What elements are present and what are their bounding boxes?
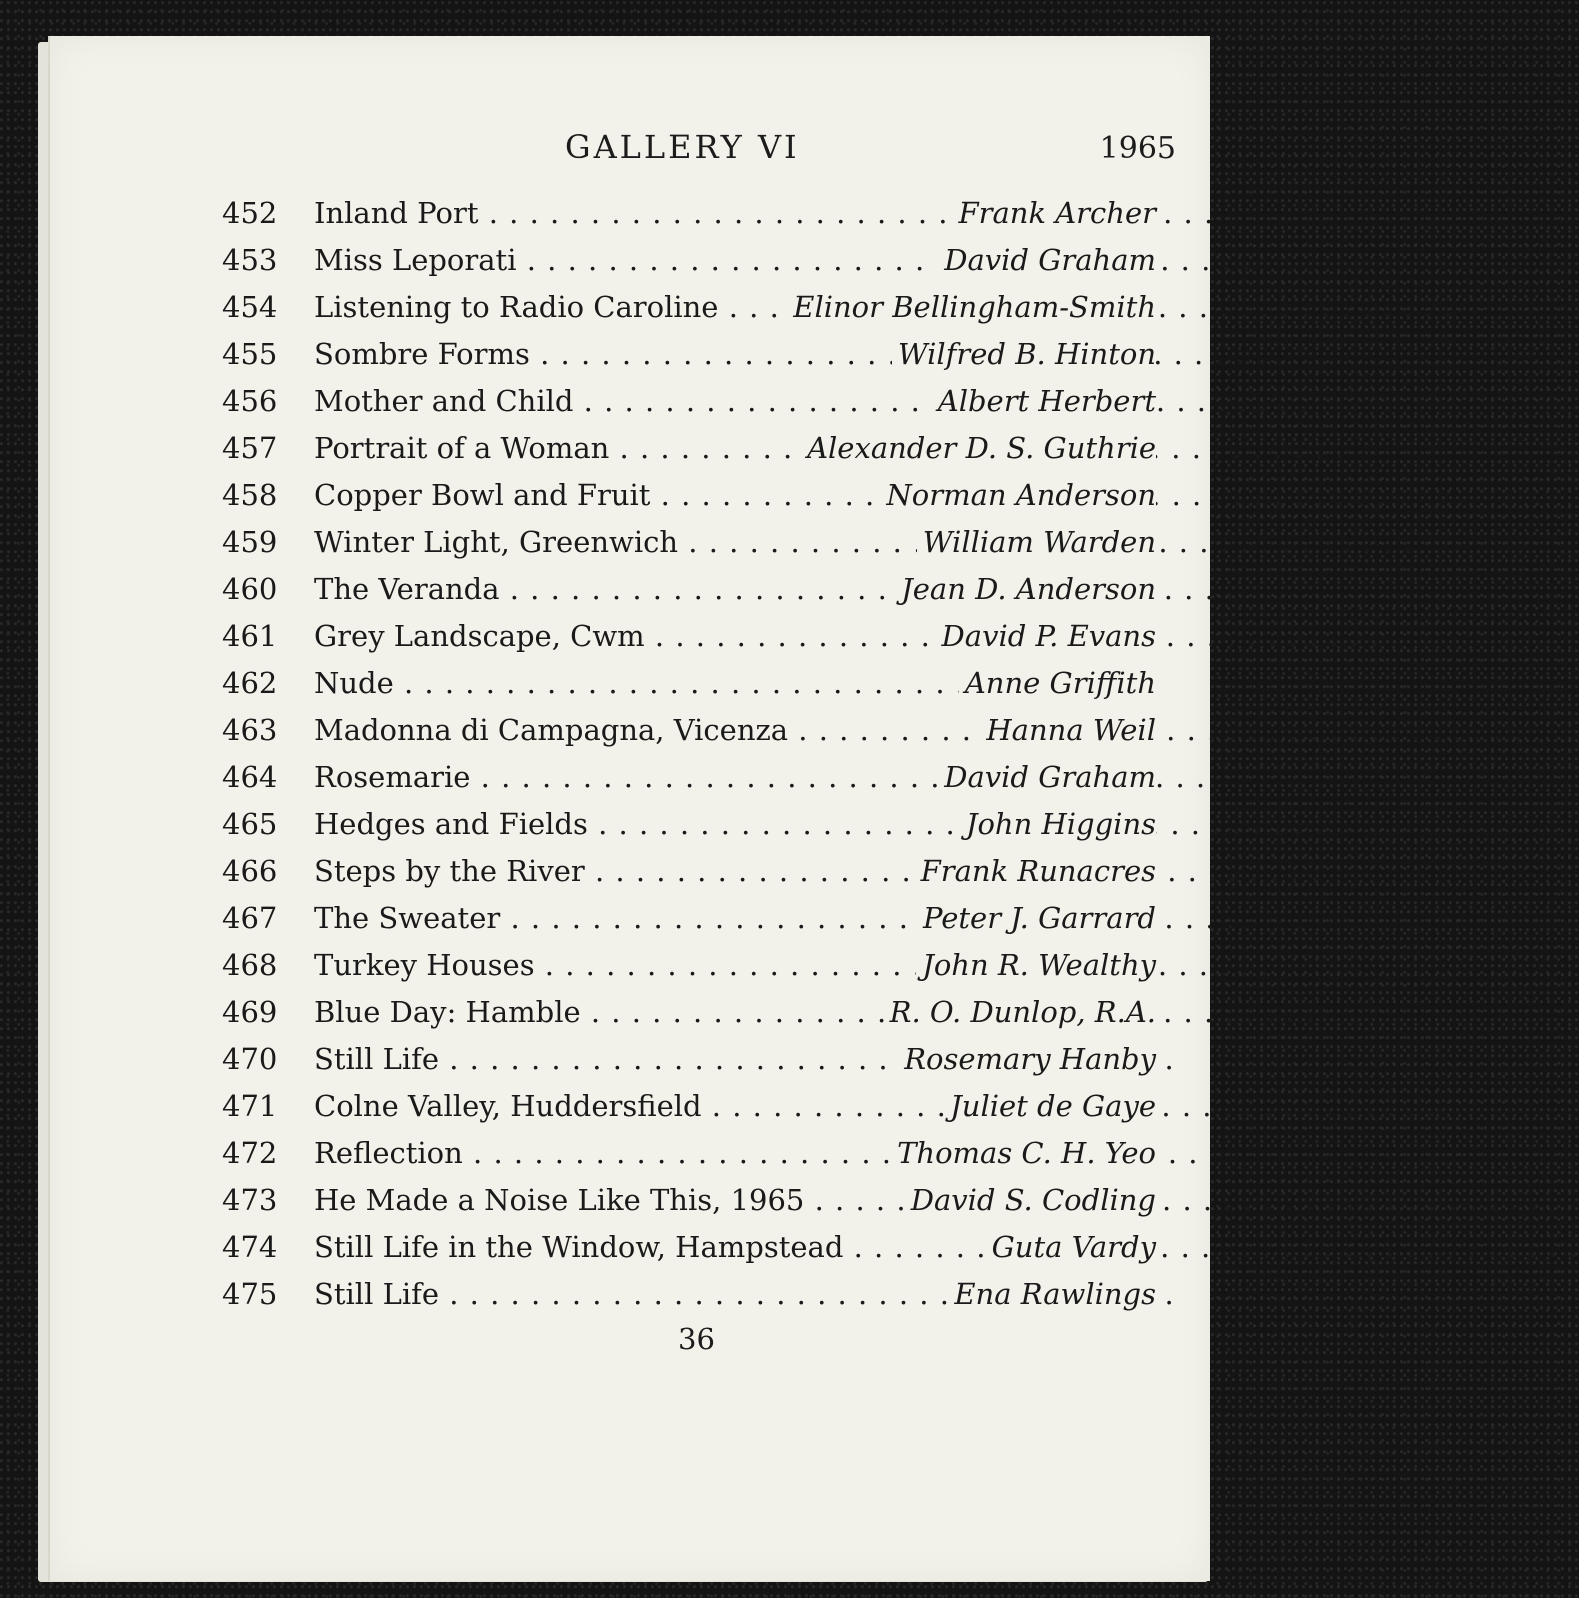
- catalogue-entry: [0, 522, 1178, 562]
- entry-number: 456: [222, 384, 278, 418]
- entry-number: 453: [222, 243, 278, 277]
- entry-title: Turkey Houses . .: [314, 945, 748, 985]
- entry-artist: Norman Anderson: [880, 475, 1156, 515]
- gallery-heading: GALLERY VI: [565, 128, 800, 166]
- entry-title: Inland Port . .: [314, 193, 748, 233]
- catalogue-entry: [0, 193, 1178, 233]
- catalogue-entry: [0, 240, 1178, 280]
- entry-title: Reflection . .: [314, 1133, 748, 1173]
- entry-artist: Ena Rawlings: [948, 1274, 1156, 1314]
- entry-artist: Juliet de Gaye: [944, 1086, 1156, 1126]
- entry-title: Portrait of a Woman . .: [314, 428, 748, 468]
- entry-number: 463: [222, 713, 278, 747]
- entry-artist: Peter J. Garrard: [917, 898, 1156, 938]
- catalogue-entry: [0, 334, 1178, 374]
- entry-artist: David Graham: [938, 240, 1156, 280]
- entry-artist: Rosemary Hanby: [898, 1039, 1156, 1079]
- entry-number: 466: [222, 854, 278, 888]
- entry-number: 468: [222, 948, 278, 982]
- catalogue-entry: [0, 710, 1178, 750]
- catalogue-entry: [0, 381, 1178, 421]
- entry-artist: Thomas C. H. Yeo: [891, 1133, 1156, 1173]
- entry-number: 473: [222, 1183, 278, 1217]
- entry-number: 454: [222, 290, 278, 324]
- entry-title: Hedges and Fields . .: [314, 804, 748, 844]
- catalogue-entry: [0, 1180, 1178, 1220]
- entry-title: Grey Landscape, Cwm . .: [314, 616, 748, 656]
- entry-number: 464: [222, 760, 278, 794]
- entry-title: Copper Bowl and Fruit . .: [314, 475, 748, 515]
- catalogue-entry: [0, 287, 1178, 327]
- catalogue-entry: [0, 616, 1178, 656]
- entry-artist: Frank Runacres: [915, 851, 1156, 891]
- entry-title: Steps by the River . .: [314, 851, 748, 891]
- entry-number: 460: [222, 572, 278, 606]
- entry-title: Colne Valley, Huddersfield . .: [314, 1086, 748, 1126]
- page-number: 36: [678, 1322, 715, 1356]
- catalogue-entry: [0, 569, 1178, 609]
- year-heading: 1965: [1099, 131, 1176, 166]
- catalogue-entry: [0, 1086, 1178, 1126]
- entry-number: 467: [222, 901, 278, 935]
- entry-artist: Anne Griffith: [959, 663, 1156, 703]
- catalogue-entry: [0, 1227, 1178, 1267]
- entry-artist: David Graham: [938, 757, 1156, 797]
- entry-title: Miss Leporati . .: [314, 240, 748, 280]
- catalogue-entry: [0, 992, 1178, 1032]
- entry-title: Sombre Forms . .: [314, 334, 748, 374]
- entry-title: The Veranda . .: [314, 569, 748, 609]
- entry-number: 457: [222, 431, 278, 465]
- entry-artist: David P. Evans: [936, 616, 1156, 656]
- entry-artist: Guta Vardy: [986, 1227, 1156, 1267]
- entry-number: 452: [222, 196, 278, 230]
- entry-number: 465: [222, 807, 278, 841]
- entry-title: The Sweater . .: [314, 898, 748, 938]
- catalogue-entry: [0, 428, 1178, 468]
- entry-artist: Hanna Weil: [980, 710, 1156, 750]
- entry-artist: John Higgins: [960, 804, 1156, 844]
- entry-artist: Jean D. Anderson: [895, 569, 1156, 609]
- entry-title: Mother and Child . .: [314, 381, 748, 421]
- entry-number: 469: [222, 995, 278, 1029]
- catalogue-entry: [0, 1133, 1178, 1173]
- entry-title: Winter Light, Greenwich . .: [314, 522, 748, 562]
- catalogue-entry: [0, 851, 1178, 891]
- catalogue-entry: [0, 475, 1178, 515]
- entry-number: 455: [222, 337, 278, 371]
- catalogue-entry: [0, 945, 1178, 985]
- entry-number: 470: [222, 1042, 278, 1076]
- catalogue-entry: [0, 663, 1178, 703]
- entry-title: He Made a Noise Like This, 1965 . .: [314, 1180, 748, 1220]
- entry-title: Blue Day: Hamble . .: [314, 992, 748, 1032]
- entry-number: 471: [222, 1089, 278, 1123]
- entry-number: 475: [222, 1277, 278, 1311]
- entry-number: 458: [222, 478, 278, 512]
- entry-title: Nude . .: [314, 663, 748, 703]
- entry-title: Listening to Radio Caroline . .: [314, 287, 748, 327]
- entry-artist: William Warden: [917, 522, 1156, 562]
- entry-number: 459: [222, 525, 278, 559]
- entry-number: 462: [222, 666, 278, 700]
- entry-artist: John R. Wealthy: [916, 945, 1156, 985]
- entry-title: Still Life . .: [314, 1274, 748, 1314]
- catalogue-entry: [0, 1274, 1178, 1314]
- entry-title: Madonna di Campagna, Vicenza . .: [314, 710, 748, 750]
- entry-title: Rosemarie . .: [314, 757, 748, 797]
- entry-artist: Wilfred B. Hinton: [892, 334, 1156, 374]
- entry-title: Still Life . .: [314, 1039, 748, 1079]
- entry-number: 461: [222, 619, 278, 653]
- catalogue-entry: [0, 898, 1178, 938]
- entry-artist: Albert Herbert: [932, 381, 1156, 421]
- entry-artist: Frank Archer: [953, 193, 1157, 233]
- entry-artist: R. O. Dunlop, R.A.: [884, 992, 1156, 1032]
- catalogue-entry: [0, 757, 1178, 797]
- entry-artist: Elinor Bellingham-Smith: [787, 287, 1156, 327]
- entry-number: 472: [222, 1136, 278, 1170]
- catalogue-entry: [0, 804, 1178, 844]
- entry-title: Still Life in the Window, Hampstead . .: [314, 1227, 748, 1267]
- catalogue-entry: [0, 1039, 1178, 1079]
- entry-number: 474: [222, 1230, 278, 1264]
- entry-artist: David S. Codling: [905, 1180, 1156, 1220]
- entry-artist: Alexander D. S. Guthrie: [801, 428, 1156, 468]
